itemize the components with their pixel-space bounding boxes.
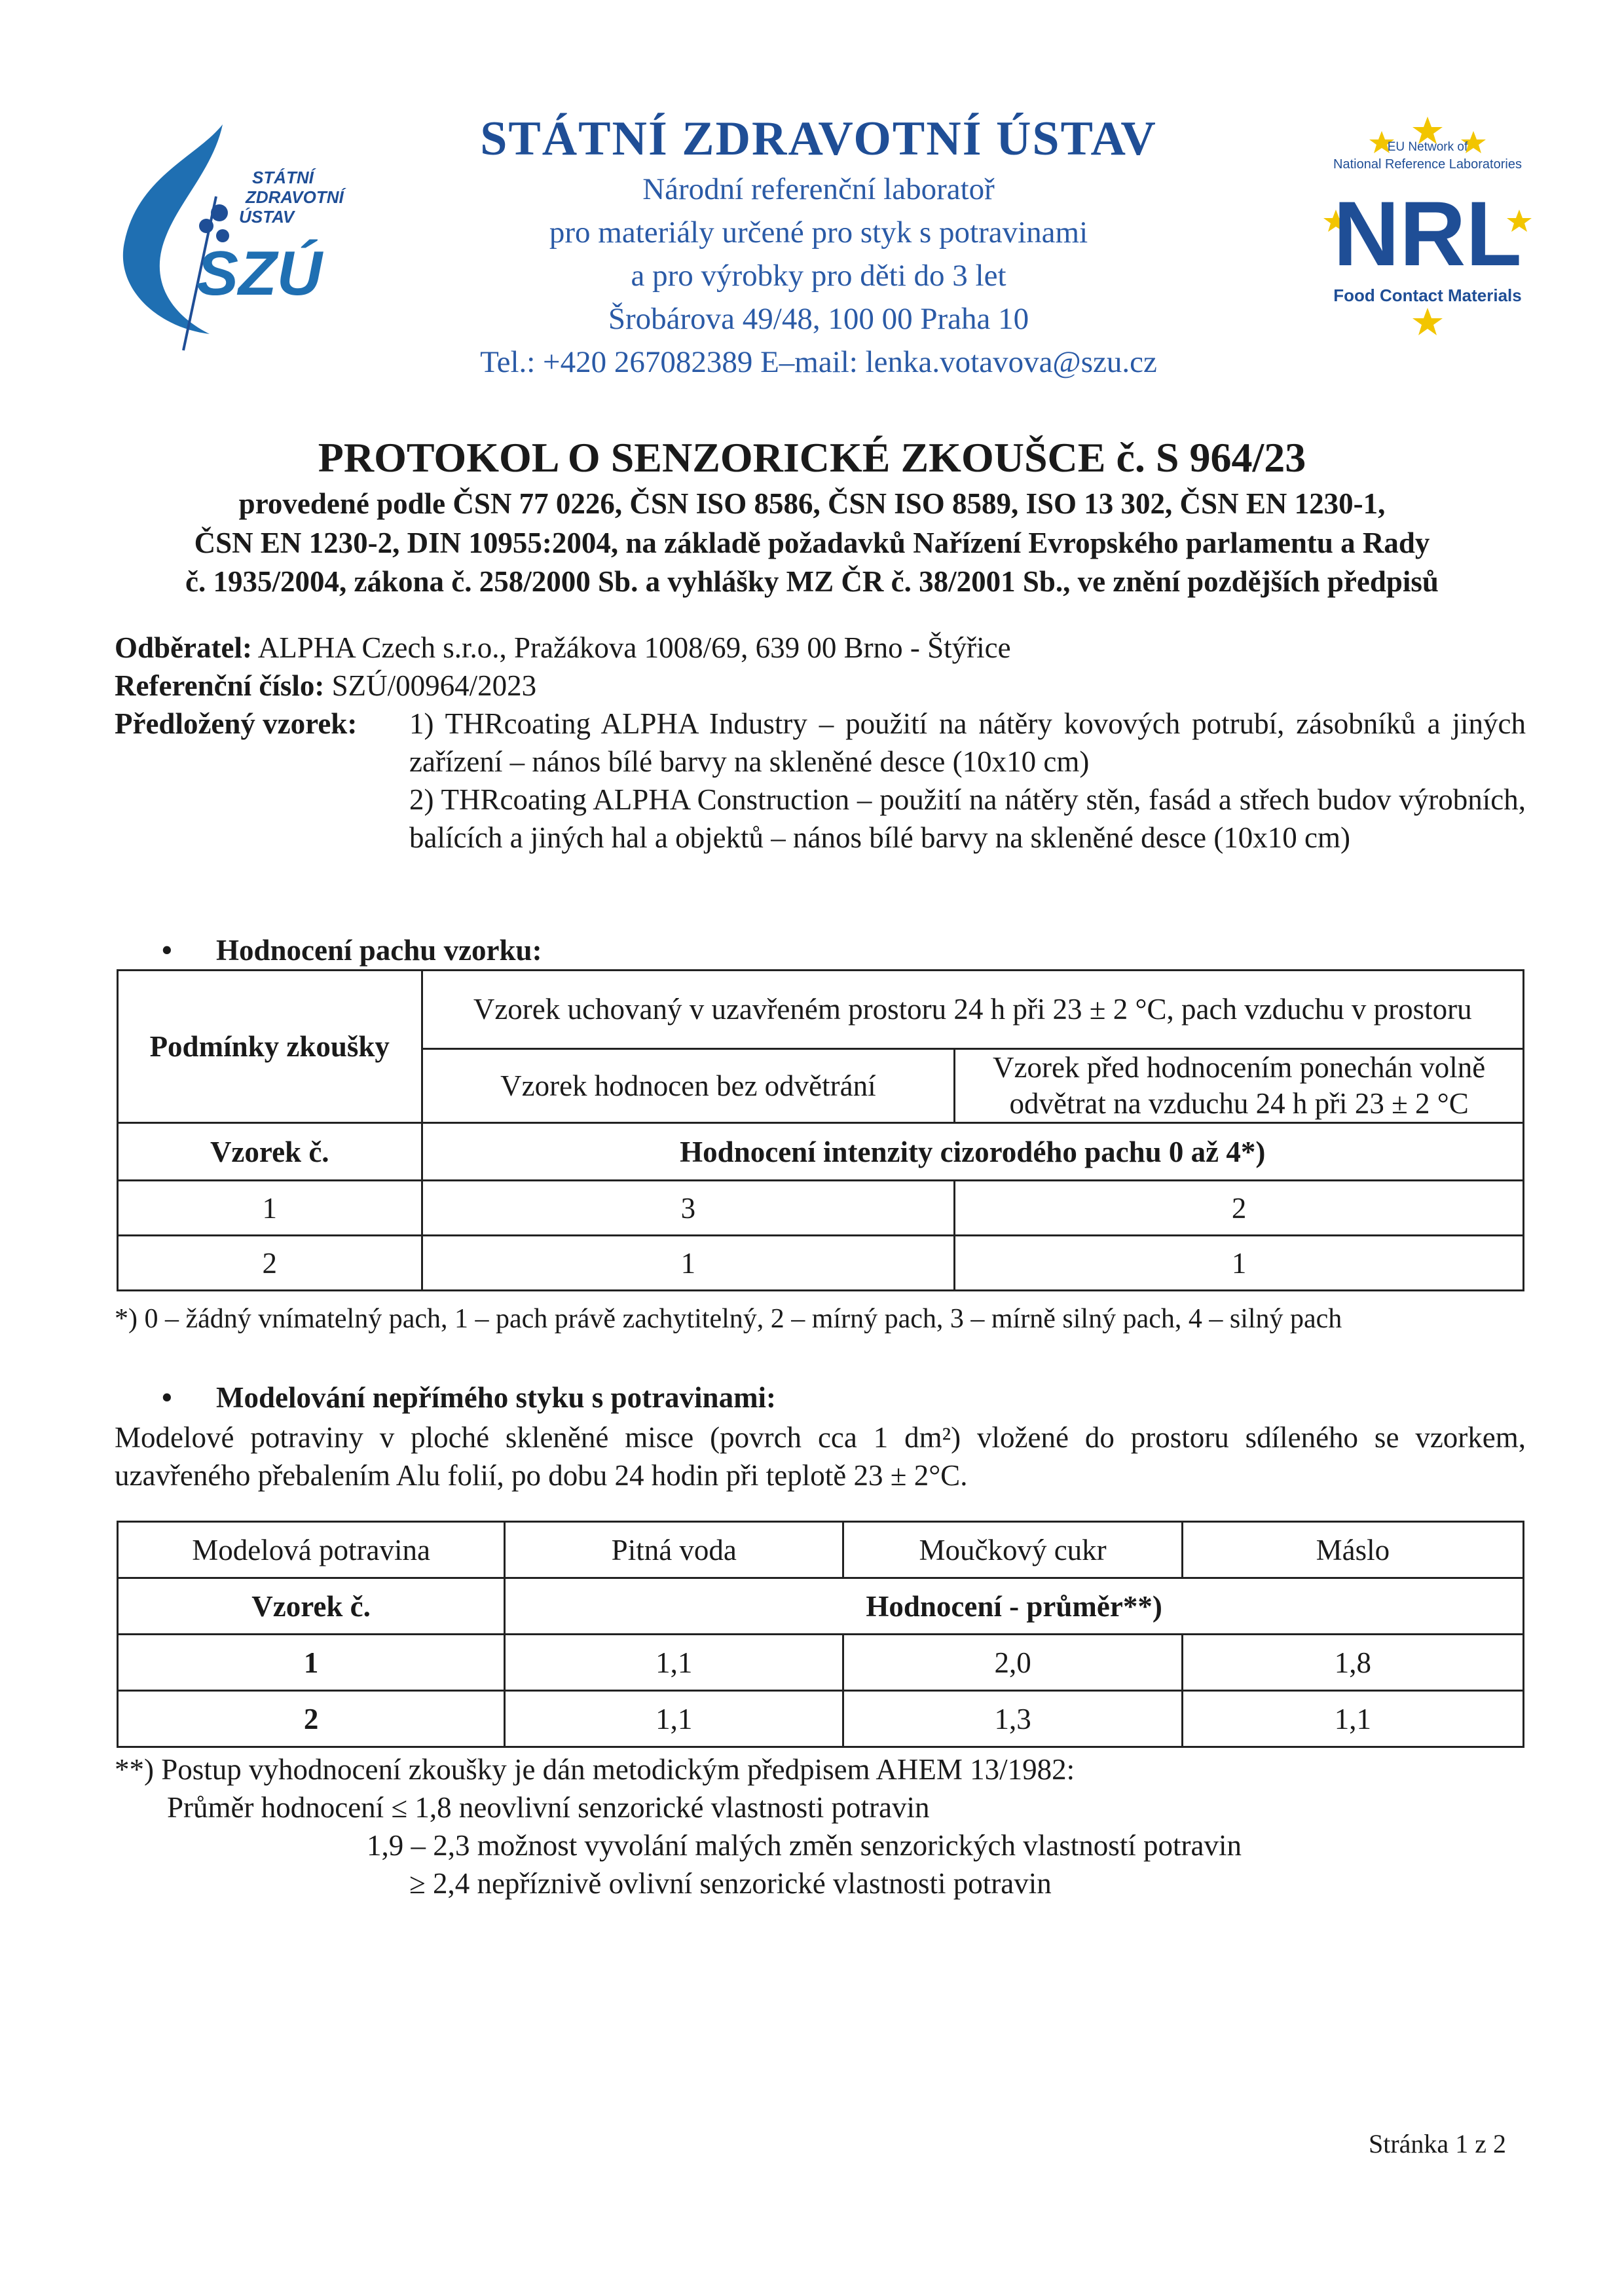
average-value: 1,1: [1182, 1691, 1523, 1747]
average-value: 1,8: [1182, 1635, 1523, 1691]
svg-text:ÚSTAV: ÚSTAV: [239, 207, 295, 227]
samples-label: Předložený vzorek:: [115, 707, 358, 740]
sample-1-description: 1) THRcoating ALPHA Industry – použití na nátěry kovových potrubí, zásobníků a jiných zařízení – nános bílé barvy na skleněné desce (10x10 cm): [409, 707, 1526, 778]
sample-number: 2: [118, 1236, 422, 1291]
odor-table: [117, 969, 1524, 1291]
odor-value: 1: [955, 1236, 1524, 1291]
header-contact: Tel.: +420 267082389 E–mail: lenka.votavova@szu.cz: [480, 345, 1157, 379]
page-number: Stránka 1 z 2: [1369, 2129, 1506, 2158]
food-column-label: Modelová potravina: [118, 1522, 505, 1578]
table-row: [118, 1635, 1524, 1691]
nrl-logo: [1310, 111, 1545, 347]
svg-text:Food Contact Materials: Food Contact Materials: [1333, 286, 1522, 305]
table-row: [118, 1236, 1524, 1291]
sample-2-description: 2) THRcoating ALPHA Construction – použití na nátěry stěn, fasád a střech budov výrobních, balících a jiných hal a objektů – nános bílé barvy na skleněné desce (10x10 cm): [409, 783, 1526, 854]
header-line: Národní referenční laboratoř: [642, 172, 995, 206]
evaluation-note: 1,9 – 2,3 možnost vyvolání malých změn senzorických vlastností potravin: [367, 1829, 1242, 1862]
table-row: [118, 1691, 1524, 1747]
contact-paragraph: Modelové potraviny v ploché skleněné misce (povrch cca 1 dm²) vložené do prostoru sdíleného se vzorkem, uzavřeného přebalením Alu folií, po dobu 24 hodin při teplotě 23 ± 2°C.: [115, 1421, 1526, 1492]
food-column: Pitná voda: [505, 1522, 843, 1578]
sample-number: 1: [118, 1181, 422, 1236]
average-value: 1,1: [505, 1691, 843, 1747]
subtitle-line: č. 1935/2004, zákona č. 258/2000 Sb. a vyhlášky MZ ČR č. 38/2001 Sb., ve znění pozdějších předpisů: [185, 565, 1439, 598]
sample-label: Vzorek č.: [118, 1123, 422, 1181]
odor-value: 2: [955, 1181, 1524, 1236]
food-column: Máslo: [1182, 1522, 1523, 1578]
average-value: 1,3: [843, 1691, 1182, 1747]
average-value: 2,0: [843, 1635, 1182, 1691]
conditions-label: Podmínky zkoušky: [118, 971, 422, 1123]
svg-text:ZDRAVOTNÍ: ZDRAVOTNÍ: [246, 187, 344, 207]
evaluation-note: ≥ 2,4 nepříznivě ovlivní senzorické vlastnosti potravin: [409, 1867, 1052, 1900]
average-value: 1,1: [505, 1635, 843, 1691]
condition-no-ventilation: Vzorek hodnocen bez odvětrání: [422, 1049, 955, 1123]
header-line: a pro výrobky pro děti do 3 let: [631, 259, 1006, 293]
szu-logo: [98, 118, 373, 354]
subtitle-line: ČSN EN 1230-2, DIN 10955:2004, na základě požadavků Nařízení Evropského parlamentu a Rady: [194, 527, 1430, 559]
food-column: Moučkový cukr: [843, 1522, 1182, 1578]
customer-value: ALPHA Czech s.r.o., Pražákova 1008/69, 639 00 Brno - Štýřice: [257, 631, 1011, 664]
sample-number: 1: [118, 1635, 505, 1691]
svg-text:EU Network of: EU Network of: [1387, 140, 1468, 154]
header-line: Šrobárova 49/48, 100 00 Praha 10: [608, 302, 1029, 336]
odor-value: 3: [422, 1181, 955, 1236]
svg-text:SZÚ: SZÚ: [196, 238, 322, 308]
food-contact-table: [117, 1521, 1524, 1748]
sample-number: 2: [118, 1691, 505, 1747]
evaluation-note: Průměr hodnocení ≤ 1,8 neovlivní senzorické vlastnosti potravin: [167, 1791, 930, 1824]
average-label: Hodnocení - průměr**): [505, 1578, 1524, 1635]
customer-label: Odběratel:: [115, 631, 252, 664]
condition-ventilated: Vzorek před hodnocením ponechán volně odvětrat na vzduchu 24 h při 23 ± 2 °C: [955, 1049, 1524, 1123]
institute-name: STÁTNÍ ZDRAVOTNÍ ÚSTAV: [480, 112, 1157, 166]
header-line: pro materiály určené pro styk s potravinami: [549, 215, 1088, 250]
reference-row: [115, 667, 536, 705]
sample-label: Vzorek č.: [118, 1578, 505, 1635]
customer-row: [115, 629, 1011, 667]
svg-text:STÁTNÍ: STÁTNÍ: [252, 168, 314, 187]
odor-footnote: *) 0 – žádný vnímatelný pach, 1 – pach právě zachytitelný, 2 – mírný pach, 3 – mírně silný pach, 4 – silný pach: [115, 1304, 1342, 1334]
table-row: [118, 1181, 1524, 1236]
intensity-label: Hodnocení intenzity cizorodého pachu 0 až 4*): [422, 1123, 1524, 1181]
reference-value: SZÚ/00964/2023: [331, 669, 537, 702]
svg-text:NRL: NRL: [1333, 182, 1522, 285]
evaluation-note: **) Postup vyhodnocení zkoušky je dán metodickým předpisem AHEM 13/1982:: [115, 1753, 1075, 1786]
conditions-top: Vzorek uchovaný v uzavřeném prostoru 24 h při 23 ± 2 °C, pach vzduchu v prostoru: [422, 971, 1524, 1049]
svg-text:National Reference Laboratorie: National Reference Laboratories: [1333, 157, 1522, 172]
protocol-title: PROTOKOL O SENZORICKÉ ZKOUŠCE č. S 964/23: [318, 434, 1306, 481]
subtitle-line: provedené podle ČSN 77 0226, ČSN ISO 8586, ČSN ISO 8589, ISO 13 302, ČSN EN 1230-1,: [238, 487, 1386, 520]
odor-value: 1: [422, 1236, 955, 1291]
reference-label: Referenční číslo:: [115, 669, 325, 702]
